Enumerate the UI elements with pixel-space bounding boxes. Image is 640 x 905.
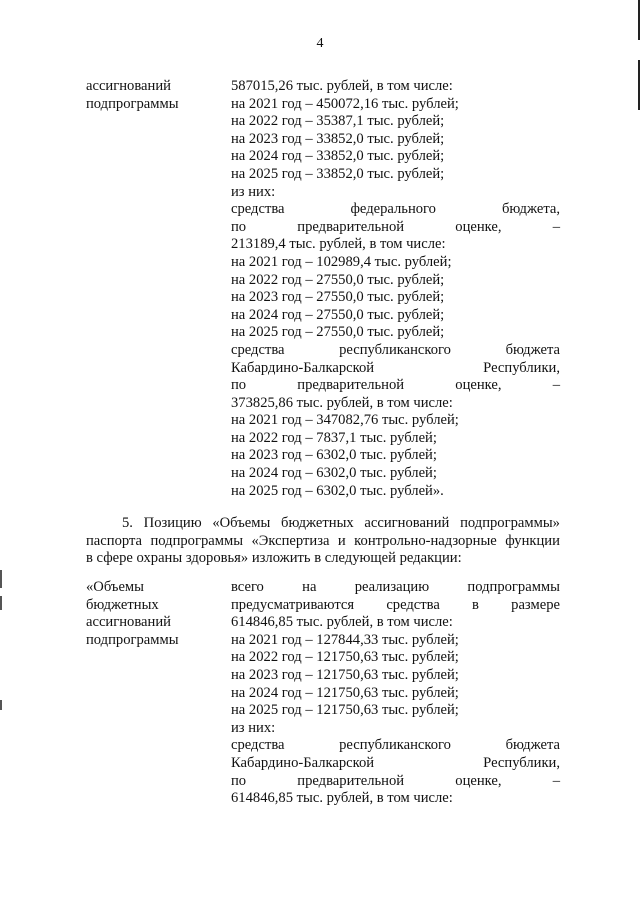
value-line: на 2024 год – 121750,63 тыс. рублей;	[231, 684, 459, 701]
word: по	[231, 377, 247, 394]
word: предварительной	[297, 377, 405, 394]
word: средства	[231, 737, 285, 754]
scan-edge-mark	[0, 570, 2, 588]
word: бюджета,	[501, 201, 560, 218]
paragraph-line: в сфере охраны здоровья» изложить в следующей редакции:	[86, 550, 462, 567]
word: функции	[505, 532, 560, 549]
word: предварительной	[297, 218, 405, 235]
word: бюджета	[505, 737, 560, 754]
word: средства	[231, 341, 285, 358]
word: –	[552, 377, 560, 394]
word: на	[302, 579, 317, 595]
row-label	[86, 579, 226, 649]
value-line: 373825,86 тыс. рублей, в том числе:	[231, 394, 453, 411]
word: подпрограммы	[467, 579, 560, 595]
value-line: 213189,4 тыс. рублей, в том числе:	[231, 236, 446, 253]
word: оценке,	[455, 772, 502, 789]
value-line: на 2024 год – 6302,0 тыс. рублей;	[231, 465, 437, 482]
word: в	[472, 596, 479, 613]
value-line: на 2025 год – 6302,0 тыс. рублей».	[231, 482, 444, 499]
word: федерального	[350, 201, 436, 218]
word: Кабардино-Балкарской	[231, 754, 375, 771]
value-line: 587015,26 тыс. рублей, в том числе:	[231, 78, 453, 94]
value-line: 614846,85 тыс. рублей, в том числе:	[231, 790, 453, 807]
paragraph-5	[86, 515, 560, 568]
word: «Экспертиза	[251, 532, 330, 549]
justified-line	[231, 773, 560, 791]
value-line: на 2022 год – 121750,63 тыс. рублей;	[231, 649, 459, 666]
justified-line	[231, 737, 560, 755]
word: ассигнований	[364, 515, 450, 531]
word: Позицию	[143, 515, 202, 531]
row-value	[231, 78, 560, 500]
word: предварительной	[297, 772, 405, 789]
page-number: 4	[316, 36, 324, 51]
justified-line	[231, 201, 560, 219]
value-line: на 2022 год – 27550,0 тыс. рублей;	[231, 271, 445, 288]
word: всего	[231, 579, 264, 595]
value-line: на 2022 год – 35387,1 тыс. рублей;	[231, 113, 445, 130]
word: республиканского	[339, 341, 451, 358]
paragraph-line	[86, 515, 560, 533]
value-line: 614846,85 тыс. рублей, в том числе:	[231, 614, 453, 631]
word: размере	[511, 596, 560, 613]
word: и	[337, 532, 346, 549]
word: –	[552, 218, 560, 235]
value-line: на 2021 год – 347082,76 тыс. рублей;	[231, 412, 459, 429]
label-line: «Объемы	[86, 579, 144, 595]
value-line: на 2023 год – 33852,0 тыс. рублей;	[231, 130, 445, 147]
word: оценке,	[455, 377, 502, 394]
label-line: подпрограммы	[86, 631, 179, 648]
justified-line	[231, 377, 560, 395]
value-line: на 2023 год – 27550,0 тыс. рублей;	[231, 289, 445, 306]
word: подпрограммы»	[460, 515, 560, 531]
word: республиканского	[339, 737, 451, 754]
word: по	[231, 218, 247, 235]
word: бюджета	[505, 341, 560, 358]
word: паспорта	[86, 532, 143, 549]
value-line: на 2025 год – 121750,63 тыс. рублей;	[231, 702, 459, 719]
value-line: на 2025 год – 27550,0 тыс. рублей;	[231, 324, 445, 341]
justified-line	[231, 219, 560, 237]
value-line: на 2025 год – 33852,0 тыс. рублей;	[231, 165, 445, 182]
value-line: на 2021 год – 102989,4 тыс. рублей;	[231, 253, 452, 270]
word: –	[552, 772, 560, 789]
word: по	[231, 772, 247, 789]
word: контрольно-надзорные	[354, 532, 497, 549]
value-line: из них:	[231, 719, 276, 736]
value-line: из них:	[231, 183, 276, 200]
word: средства	[386, 596, 440, 613]
justified-line	[231, 755, 560, 773]
value-line: на 2023 год – 6302,0 тыс. рублей;	[231, 447, 437, 464]
word: средства	[231, 201, 285, 218]
value-line: на 2021 год – 127844,33 тыс. рублей;	[231, 631, 459, 648]
justified-line	[231, 597, 560, 615]
value-line: на 2022 год – 7837,1 тыс. рублей;	[231, 429, 437, 446]
value-line: на 2021 год – 450072,16 тыс. рублей;	[231, 95, 459, 112]
label-line: бюджетных	[86, 596, 159, 613]
scan-edge-mark	[0, 700, 2, 710]
word: предусматриваются	[231, 596, 355, 613]
value-line: на 2024 год – 33852,0 тыс. рублей;	[231, 148, 445, 165]
justified-line	[231, 360, 560, 378]
word: Республики,	[483, 359, 560, 376]
word: подпрограммы	[150, 532, 244, 549]
value-line: на 2023 год – 121750,63 тыс. рублей;	[231, 666, 459, 683]
justified-line	[231, 579, 560, 597]
label-line: ассигнований	[86, 78, 171, 94]
word: 5.	[122, 515, 133, 531]
word: Республики,	[483, 754, 560, 771]
justified-line	[231, 342, 560, 360]
label-line: ассигнований	[86, 614, 171, 631]
word: «Объемы	[212, 515, 271, 531]
word: оценке,	[455, 218, 502, 235]
word: реализацию	[354, 579, 430, 595]
paragraph-line	[86, 533, 560, 551]
word: Кабардино-Балкарской	[231, 359, 375, 376]
label-line: подпрограммы	[86, 95, 179, 112]
row-value	[231, 579, 560, 808]
scan-edge-mark	[0, 596, 2, 610]
row-label	[86, 78, 226, 113]
word: бюджетных	[281, 515, 354, 531]
value-line: на 2024 год – 27550,0 тыс. рублей;	[231, 306, 445, 323]
